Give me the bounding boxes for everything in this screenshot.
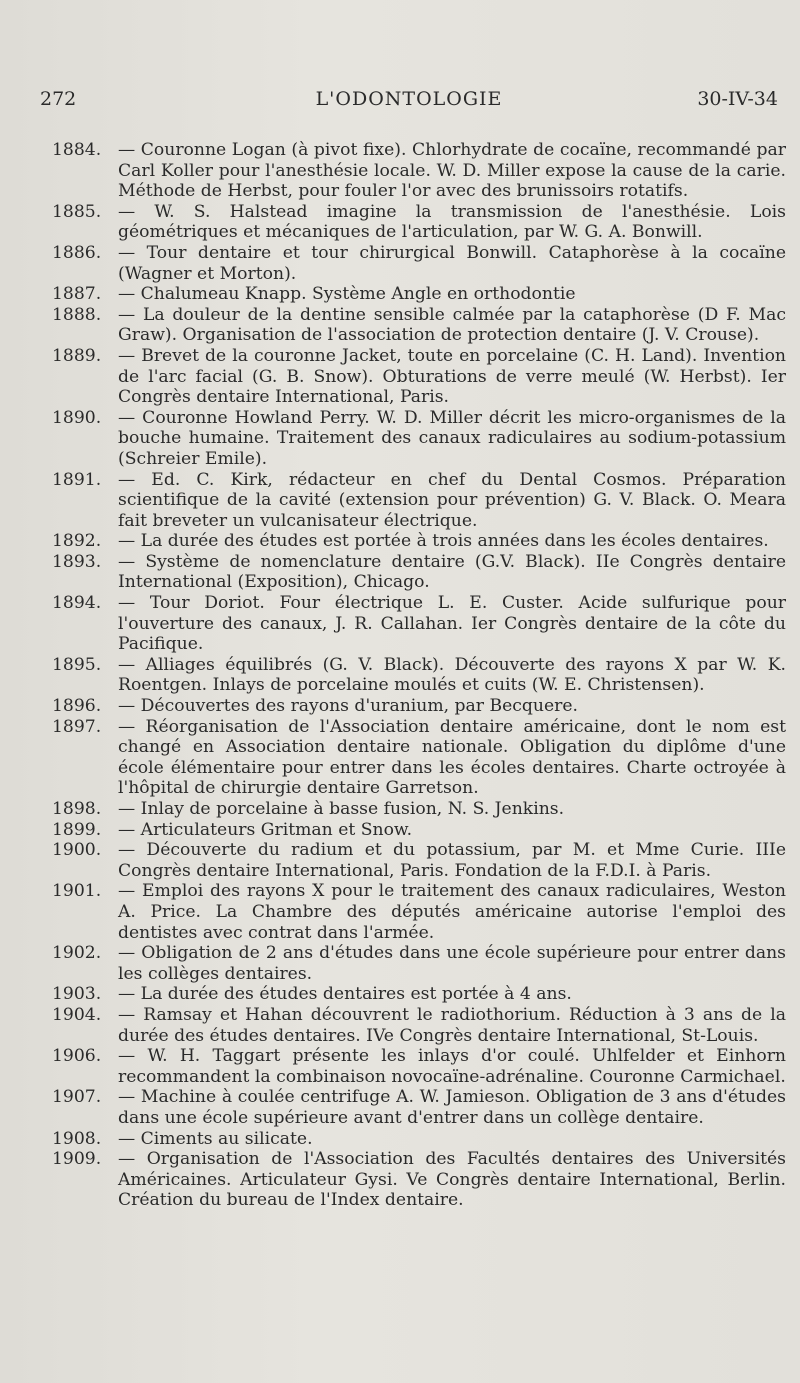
entry-year: 1889. [52, 345, 102, 366]
entry-year: 1885. [52, 201, 102, 222]
entry-year: 1900. [52, 840, 102, 861]
entry-text: — Ciments au silicate. [118, 1128, 313, 1149]
entry-year: 1892. [52, 531, 102, 552]
entry-text: — Brevet de la couronne Jacket, toute en porcelaine (C. H. Land). Invention de l'arc facial (G. B. Snow). Obturations de verre meulé (W. Herbst). Ier Congrès dentaire International, Paris. [118, 345, 786, 408]
entry-text: — Tour dentaire et tour chirurgical Bonwill. Cataphorèse à la cocaïne (Wagner et Morton). [118, 242, 786, 284]
chronology-entry [52, 305, 786, 346]
entry-text: — Ed. C. Kirk, rédacteur en chef du Dental Cosmos. Préparation scientifique de la cavité (extension pour prévention) G. V. Black. O. Meara fait breveter un vulcanisateur électrique. [118, 469, 786, 531]
chronology-entry [52, 243, 786, 284]
entry-text: — Ramsay et Hahan découvrent le radiothorium. Réduction à 3 ans de la durée des études dentaires. IVe Congrès dentaire International, St-Louis. [118, 1004, 786, 1046]
entry-text: — Découverte du radium et du potassium, par M. et Mme Curie. IIIe Congrès dentaire International, Paris. Fondation de la F.D.I. à Paris. [118, 840, 786, 881]
entry-year: 1890. [52, 407, 102, 428]
chronology-entry [52, 531, 786, 552]
entry-year: 1903. [52, 984, 102, 1005]
chronology-entry [52, 655, 786, 696]
entry-text: — Alliages équilibrés (G. V. Black). Découverte des rayons X par W. K. Roentgen. Inlays de porcelaine moulés et cuits (W. E. Christensen). [118, 654, 786, 696]
entry-text: — W. S. Halstead imagine la transmission de l'anesthésie. Lois géométriques et mécaniques de l'articulation, par W. G. A. Bonwill. [118, 201, 786, 243]
issue-date: 30-IV-34 [697, 88, 778, 110]
chronology-entry [52, 820, 786, 841]
entry-year: 1908. [52, 1128, 102, 1149]
entry-year: 1902. [52, 943, 102, 964]
entry-text: — Inlay de porcelaine à basse fusion, N. S. Jenkins. [118, 799, 565, 819]
chronology-list [52, 140, 786, 1211]
entry-text: — Articulateurs Gritman et Snow. [118, 819, 413, 840]
entry-year: 1899. [52, 819, 102, 840]
entry-text: — Système de nomenclature dentaire (G.V. Black). IIe Congrès dentaire International (Exposition), Chicago. [118, 551, 786, 593]
chronology-entry [52, 552, 786, 593]
entry-text: — Machine à coulée centrifuge A. W. Jamieson. Obligation de 3 ans d'études dans une école supérieure avant d'entrer dans un collège dentaire. [118, 1087, 786, 1128]
entry-year: 1909. [52, 1149, 102, 1170]
chronology-entry [52, 840, 786, 881]
entry-year: 1886. [52, 242, 102, 263]
chronology-entry [52, 1046, 786, 1087]
chronology-entry [52, 1005, 786, 1046]
chronology-entry [52, 408, 786, 470]
entry-year: 1895. [52, 654, 102, 675]
entry-year: 1898. [52, 799, 102, 819]
chronology-entry [52, 1087, 786, 1128]
chronology-entry [52, 140, 786, 202]
page-number: 272 [40, 88, 77, 110]
entry-text: — Organisation de l'Association des Facultés dentaires des Universités Américaines. Articulateur Gysi. Ve Congrès dentaire International, Berlin. Création du bureau de l'Index dentaire. [118, 1149, 786, 1211]
chronology-entry [52, 696, 786, 717]
entry-year: 1884. [52, 140, 102, 160]
chronology-entry [52, 593, 786, 655]
entry-text: — Couronne Logan (à pivot fixe). Chlorhydrate de cocaïne, recommandé par Carl Koller pour l'anesthésie locale. W. D. Miller expose la cause de la carie. Méthode de Herbst, pour fouler l'or avec des brunissoirs rotatifs. [118, 140, 786, 202]
chronology-entry [52, 470, 786, 532]
entry-text: — Emploi des rayons X pour le traitement des canaux radiculaires, Weston A. Price. La Chambre des députés américaine autorise l'emploi des dentistes avec contrat dans l'armée. [118, 881, 786, 943]
entry-text: — La douleur de la dentine sensible calmée par la cataphorèse (D F. Mac Graw). Organisation de l'association de protection dentaire (J. V. Crouse). [118, 304, 786, 346]
entry-year: 1907. [52, 1087, 102, 1108]
entry-year: 1901. [52, 881, 102, 902]
chronology-entry [52, 717, 786, 799]
entry-text: — La durée des études dentaires est portée à 4 ans. [118, 984, 572, 1005]
entry-year: 1888. [52, 304, 102, 325]
entry-text: — Réorganisation de l'Association dentaire américaine, dont le nom est changé en Association dentaire nationale. Obligation du diplôme d'une école élémentaire pour entrer dans les écoles dentaires. Charte octroyée à l'hôpital de chirurgie dentaire Garretson. [118, 716, 786, 799]
chronology-entry [52, 202, 786, 243]
entry-year: 1887. [52, 284, 102, 305]
entry-year: 1894. [52, 593, 102, 614]
entry-text: — La durée des études est portée à trois années dans les écoles dentaires. [118, 531, 769, 552]
entry-year: 1897. [52, 716, 102, 737]
entry-text: — Tour Doriot. Four électrique L. E. Custer. Acide sulfurique pour l'ouverture des canaux, J. R. Callahan. Ier Congrès dentaire de la côte du Pacifique. [118, 593, 786, 655]
entry-year: 1893. [52, 551, 102, 572]
running-title: L'ODONTOLOGIE [315, 88, 503, 110]
entry-text: — Chalumeau Knapp. Système Angle en orthodontie [118, 284, 576, 305]
chronology-entry [52, 1129, 786, 1150]
chronology-entry [52, 799, 786, 820]
entry-year: 1896. [52, 696, 102, 717]
chronology-entry [52, 984, 786, 1005]
entry-year: 1891. [52, 469, 102, 490]
chronology-entry [52, 881, 786, 943]
entry-text: — Découvertes des rayons d'uranium, par Becquere. [118, 696, 579, 717]
entry-text: — Obligation de 2 ans d'études dans une école supérieure pour entrer dans les collèges dentaires. [118, 943, 786, 984]
entry-year: 1906. [52, 1046, 102, 1067]
entry-text: — W. H. Taggart présente les inlays d'or coulé. Uhlfelder et Einhorn recommandent la combinaison novocaïne-adrénaline. Couronne Carmichael. [118, 1046, 786, 1087]
entry-year: 1904. [52, 1004, 102, 1025]
entry-text: — Couronne Howland Perry. W. D. Miller décrit les micro-organismes de la bouche humaine. Traitement des canaux radiculaires au sodium-potassium (Schreier Emile). [118, 407, 786, 469]
chronology-entry [52, 943, 786, 984]
chronology-entry [52, 1149, 786, 1211]
chronology-entry [52, 346, 786, 408]
chronology-entry [52, 284, 786, 305]
page-header [40, 88, 778, 118]
